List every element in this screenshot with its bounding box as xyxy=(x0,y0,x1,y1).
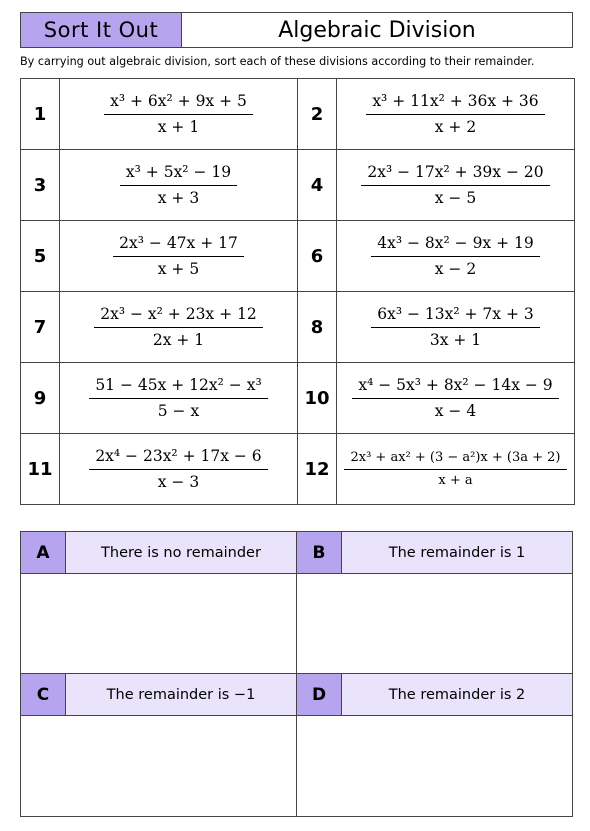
worksheet-header xyxy=(20,12,573,48)
question-number: 9 xyxy=(21,363,60,434)
question-number: 2 xyxy=(298,79,337,150)
fraction-numerator: x⁴ − 5x³ + 8x² − 14x − 9 xyxy=(352,376,558,399)
question-number: 10 xyxy=(298,363,337,434)
category-header-row xyxy=(21,674,573,716)
fraction xyxy=(120,163,237,207)
category-header-row xyxy=(21,532,573,574)
fraction-numerator: 51 − 45x + 12x² − x³ xyxy=(89,376,267,399)
activity-badge: Sort It Out xyxy=(21,13,182,47)
fraction-denominator: x + 5 xyxy=(157,260,200,278)
fraction-denominator: 3x + 1 xyxy=(429,331,482,349)
fraction-numerator: 2x³ − 17x² + 39x − 20 xyxy=(361,163,549,186)
question-number: 6 xyxy=(298,221,337,292)
fraction xyxy=(366,92,544,136)
question-number: 8 xyxy=(298,292,337,363)
category-letter-a: A xyxy=(21,532,66,574)
fraction-denominator: 2x + 1 xyxy=(152,331,205,349)
fraction xyxy=(352,376,558,420)
fraction-denominator: x + 2 xyxy=(434,118,477,136)
fraction-denominator: x − 4 xyxy=(434,402,477,420)
fraction xyxy=(104,92,253,136)
question-cell xyxy=(337,292,575,363)
question-cell xyxy=(60,363,298,434)
question-number: 3 xyxy=(21,150,60,221)
fraction xyxy=(361,163,549,207)
question-row xyxy=(21,434,575,505)
question-cell xyxy=(60,292,298,363)
fraction xyxy=(371,234,539,278)
question-cell xyxy=(337,79,575,150)
question-row xyxy=(21,221,575,292)
fraction-numerator: x³ + 5x² − 19 xyxy=(120,163,237,186)
fraction xyxy=(89,376,267,420)
question-row xyxy=(21,363,575,434)
fraction-numerator: x³ + 11x² + 36x + 36 xyxy=(366,92,544,115)
fraction-numerator: 2x³ − 47x + 17 xyxy=(113,234,244,257)
fraction xyxy=(344,450,566,488)
fraction-denominator: x + a xyxy=(438,473,473,488)
fraction-denominator: x − 5 xyxy=(434,189,477,207)
fraction-denominator: 5 − x xyxy=(157,402,200,420)
question-row xyxy=(21,79,575,150)
question-cell xyxy=(337,363,575,434)
question-number: 7 xyxy=(21,292,60,363)
fraction-denominator: x − 2 xyxy=(434,260,477,278)
question-cell xyxy=(60,150,298,221)
question-row xyxy=(21,292,575,363)
fraction-numerator: 2x³ + ax² + (3 − a²)x + (3a + 2) xyxy=(344,450,566,470)
answer-box-d[interactable] xyxy=(297,716,573,817)
question-number: 12 xyxy=(298,434,337,505)
fraction xyxy=(371,305,539,349)
fraction xyxy=(89,447,267,491)
category-letter-b: B xyxy=(297,532,342,574)
question-number: 4 xyxy=(298,150,337,221)
category-letter-c: C xyxy=(21,674,66,716)
answer-box-b[interactable] xyxy=(297,574,573,675)
fraction-denominator: x − 3 xyxy=(157,473,200,491)
question-cell xyxy=(60,434,298,505)
question-cell xyxy=(60,79,298,150)
fraction xyxy=(94,305,262,349)
fraction-numerator: 2x³ − x² + 23x + 12 xyxy=(94,305,262,328)
category-label-c: The remainder is −1 xyxy=(66,674,297,716)
question-cell xyxy=(60,221,298,292)
question-number: 5 xyxy=(21,221,60,292)
question-cell xyxy=(337,221,575,292)
question-number: 11 xyxy=(21,434,60,505)
instruction-text: By carrying out algebraic division, sort each of these divisions according to their remainder. xyxy=(20,55,535,68)
sort-table-bottom xyxy=(20,673,573,817)
fraction-numerator: 2x⁴ − 23x² + 17x − 6 xyxy=(89,447,267,470)
fraction-numerator: 6x³ − 13x² + 7x + 3 xyxy=(371,305,539,328)
question-number: 1 xyxy=(21,79,60,150)
answer-space-row xyxy=(21,716,573,817)
question-grid xyxy=(20,78,575,505)
question-row xyxy=(21,150,575,221)
fraction-denominator: x + 3 xyxy=(157,189,200,207)
question-cell xyxy=(337,150,575,221)
question-cell xyxy=(337,434,575,505)
worksheet-title: Algebraic Division xyxy=(278,17,476,43)
category-letter-d: D xyxy=(297,674,342,716)
sort-table-top xyxy=(20,531,573,675)
category-label-a: There is no remainder xyxy=(66,532,297,574)
category-label-d: The remainder is 2 xyxy=(342,674,573,716)
answer-box-c[interactable] xyxy=(21,716,297,817)
answer-space-row xyxy=(21,574,573,675)
fraction-denominator: x + 1 xyxy=(157,118,200,136)
fraction-numerator: x³ + 6x² + 9x + 5 xyxy=(104,92,253,115)
fraction-numerator: 4x³ − 8x² − 9x + 19 xyxy=(371,234,539,257)
answer-box-a[interactable] xyxy=(21,574,297,675)
category-label-b: The remainder is 1 xyxy=(342,532,573,574)
fraction xyxy=(113,234,244,278)
